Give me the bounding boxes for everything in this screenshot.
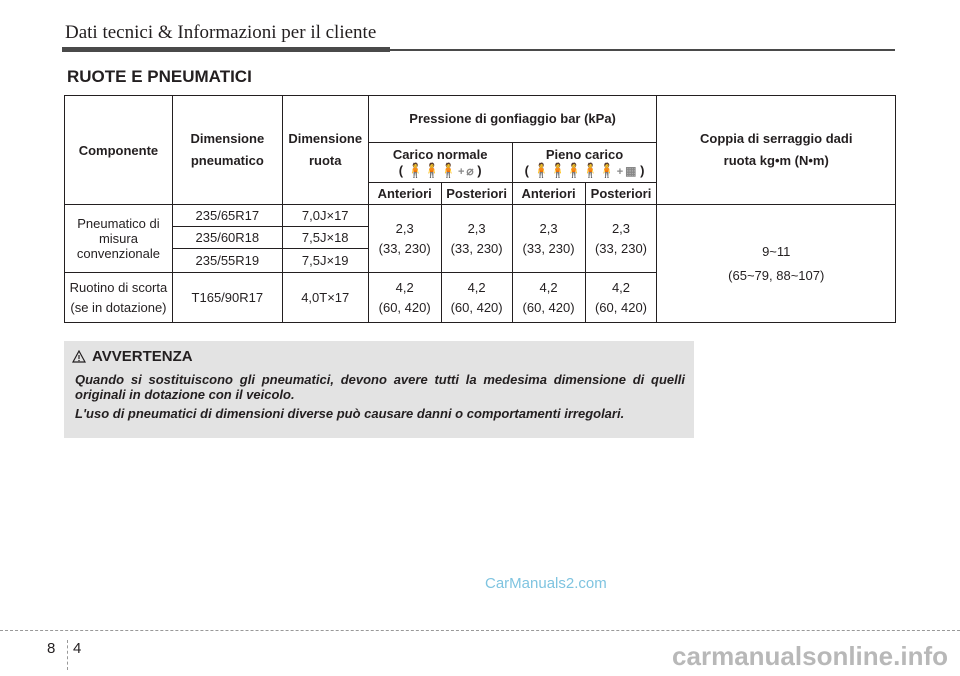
cell-tire: T165/90R17 (172, 273, 282, 323)
cell-pressure: 2,3 (33, 230) (585, 205, 657, 273)
header-rear-full: Posteriori (585, 183, 657, 205)
header-pressure: Pressione di gonfiaggio bar (kPa) (368, 96, 657, 143)
page-number: 4 (73, 640, 82, 657)
plus-icon: + (616, 165, 624, 178)
warning-text (75, 372, 685, 425)
normal-load-label: Carico normale (392, 146, 488, 162)
page-number-divider (67, 640, 68, 670)
header-full-load (512, 143, 657, 183)
header-wheel-size: Dimensione ruota (282, 96, 368, 205)
watermark: CarManuals2.com (485, 575, 607, 592)
header-rear-normal: Posteriori (441, 183, 512, 205)
cell-pressure: 2,3 (33, 230) (441, 205, 512, 273)
cell-pressure: 2,3 (33, 230) (368, 205, 441, 273)
header-rule (62, 47, 390, 52)
cell-tire: 235/55R19 (172, 249, 282, 273)
footer-rule (0, 630, 960, 631)
cell-wheel: 7,5J×18 (282, 227, 368, 249)
table-row (65, 205, 896, 227)
header-component: Componente (65, 96, 173, 205)
warning-triangle-icon (72, 350, 86, 363)
tire-spec-table (64, 95, 896, 323)
cell-component-spare: Ruotino di scorta (se in dotazione) (65, 273, 173, 323)
section-title: RUOTE E PNEUMATICI (67, 67, 252, 86)
header-normal-load (368, 143, 512, 183)
cell-wheel: 7,0J×17 (282, 205, 368, 227)
cell-pressure: 4,2 (60, 420) (512, 273, 585, 323)
full-load-icons: ( 🧍🧍🧍🧍🧍 + ▦ ) (524, 161, 645, 178)
cell-wheel: 7,5J×19 (282, 249, 368, 273)
header-torque: Coppia di serraggio dadi ruota kg•m (N•m) (657, 96, 896, 205)
cell-tire: 235/65R17 (172, 205, 282, 227)
warning-line-2: L'uso di pneumatici di dimensioni diverse può causare danni o comportamenti irregolari. (75, 406, 625, 421)
cell-tire: 235/60R18 (172, 227, 282, 249)
warning-title (72, 348, 193, 365)
footer-logo: carmanualsonline.info (672, 641, 948, 671)
warning-title-text: AVVERTENZA (92, 348, 193, 365)
cell-pressure: 2,3 (33, 230) (512, 205, 585, 273)
page-header-title: Dati tecnici & Informazioni per il cliente (65, 22, 377, 43)
section-number: 8 (47, 640, 56, 657)
cell-wheel: 4,0T×17 (282, 273, 368, 323)
cell-torque: 9~11 (65~79, 88~107) (657, 205, 896, 323)
normal-load-icons: ( 🧍🧍🧍 + ⌀ ) (398, 161, 482, 178)
header-front-full: Anteriori (512, 183, 585, 205)
five-passengers-icon: 🧍🧍🧍🧍🧍 (532, 161, 615, 178)
plus-icon: + (457, 165, 465, 178)
header-rule-thin (390, 49, 895, 51)
three-passengers-icon: 🧍🧍🧍 (406, 161, 456, 178)
full-load-label: Pieno carico (545, 146, 624, 162)
warning-line-1: Quando si sostituiscono gli pneumatici, devono avere tutti la medesima dimensione di quelli originali in dotazione con il veicolo. (75, 372, 685, 402)
cell-pressure: 4,2 (60, 420) (368, 273, 441, 323)
cell-pressure: 4,2 (60, 420) (441, 273, 512, 323)
cell-component-standard: Pneumatico di misura convenzionale (65, 205, 173, 273)
cell-pressure: 4,2 (60, 420) (585, 273, 657, 323)
heavy-luggage-icon: ▦ (625, 163, 637, 178)
header-front-normal: Anteriori (368, 183, 441, 205)
header-tire-size: Dimensione pneumatico (172, 96, 282, 205)
light-luggage-icon: ⌀ (466, 163, 474, 178)
